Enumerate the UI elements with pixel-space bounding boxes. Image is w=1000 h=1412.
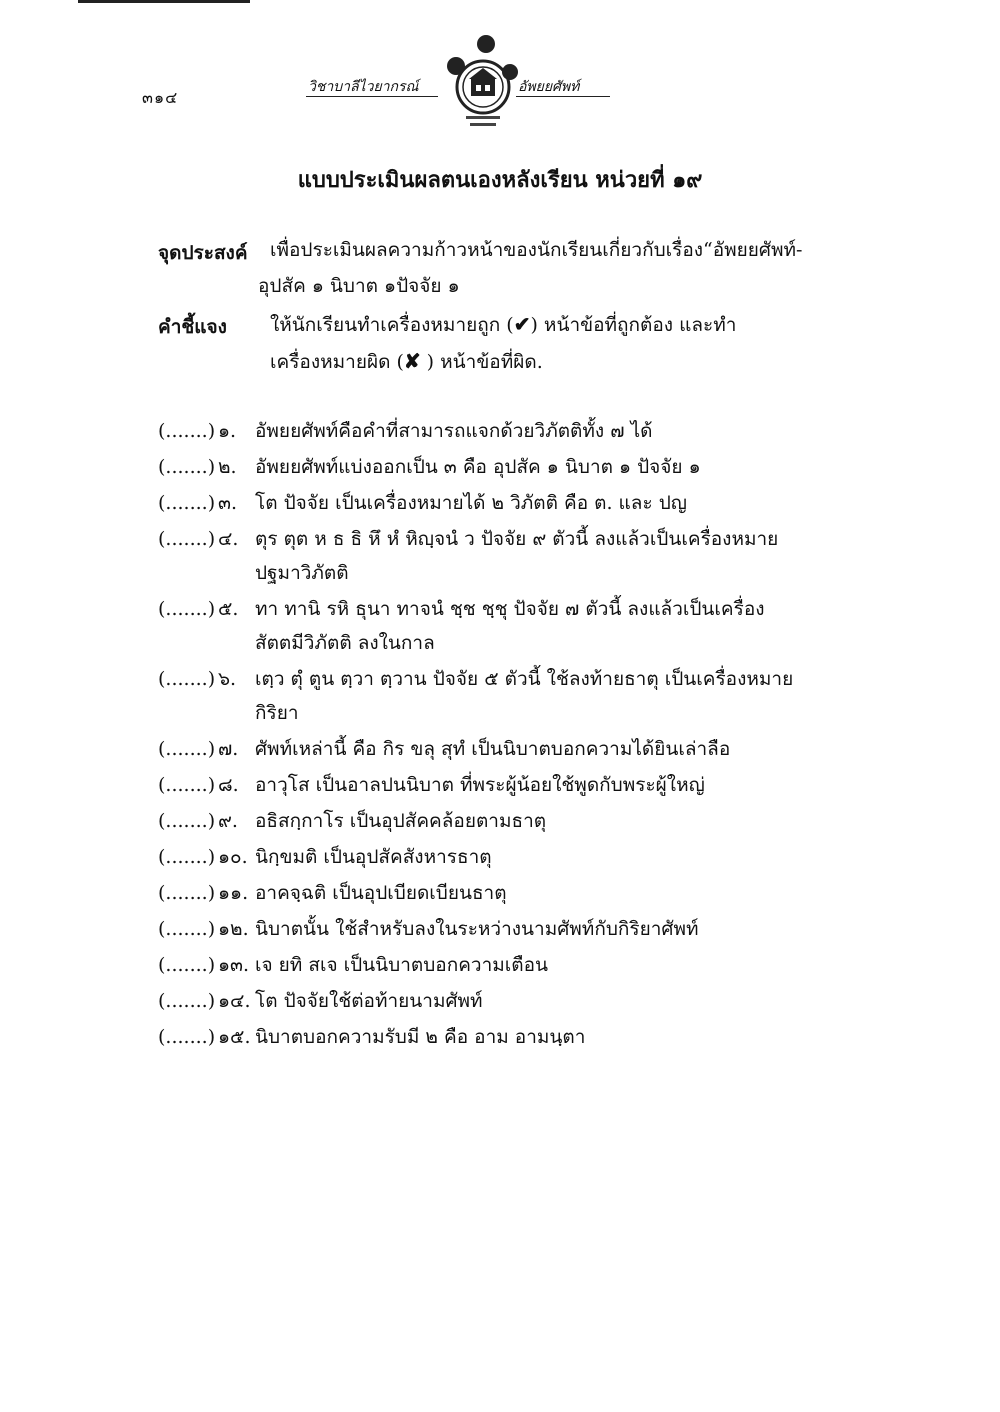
item-text-line: เตฺว ตุํ ตูน ตฺวา ตฺวาน ปัจจัย ๕ ตัวนี้ ใช้ลงท้ายธาตุ เป็นเครื่องหมาย xyxy=(255,668,794,690)
instructions-line-2-a: เครื่องหมายผิด ( xyxy=(270,351,404,373)
list-item xyxy=(158,414,848,448)
instructions-label: คำชี้แจง xyxy=(158,316,227,338)
item-number: ๖. xyxy=(218,668,237,690)
instructions-line-2 xyxy=(270,343,850,380)
item-text xyxy=(255,662,848,730)
header-rule-left xyxy=(306,96,438,97)
answer-blank[interactable]: (.......) xyxy=(158,774,216,796)
list-item xyxy=(158,662,848,730)
instructions-line-1-b: ) หน้าข้อที่ถูกต้อง และทำ xyxy=(530,314,737,336)
item-text xyxy=(255,522,848,590)
item-text-continuation: กิริยา xyxy=(255,702,299,724)
list-item xyxy=(158,522,848,590)
item-number: ๗. xyxy=(218,738,239,760)
list-item xyxy=(158,876,848,910)
answer-blank[interactable]: (.......) xyxy=(158,882,216,904)
item-text xyxy=(255,450,848,484)
item-text xyxy=(255,984,848,1018)
objective-text xyxy=(258,232,850,304)
item-text-line: โต ปัจจัยใช้ต่อท้ายนามศัพท์ xyxy=(255,990,483,1012)
answer-blank[interactable]: (.......) xyxy=(158,598,216,620)
item-text-line: อธิสกฺกาโร เป็นอุปสัคคล้อยตามธาตุ xyxy=(255,810,547,832)
list-item xyxy=(158,1020,848,1054)
header-rule-right xyxy=(516,96,610,97)
item-number: ๕. xyxy=(218,598,239,620)
item-text-line: อาวุโส เป็นอาลปนนิบาต ที่พระผู้น้อยใช้พูดกับพระผู้ใหญ่ xyxy=(255,774,705,796)
question-list xyxy=(158,414,848,1056)
item-text-line: ตุร ตุต ห ธ ธิ หึ หํ หิญฺจนํ ว ปัจจัย ๙ ตัวนี้ ลงแล้วเป็นเครื่องหมาย xyxy=(255,528,779,550)
list-item xyxy=(158,732,848,766)
item-text-line: โต ปัจจัย เป็นเครื่องหมายได้ ๒ วิภัตติ คือ ต. และ ปญ xyxy=(255,492,687,514)
item-text xyxy=(255,1020,848,1054)
item-text xyxy=(255,948,848,982)
item-text-line: นิกฺขมติ เป็นอุปสัคสังหารธาตุ xyxy=(255,846,492,868)
item-text-line: อัพยยศัพท์คือคำที่สามารถแจกด้วยวิภัตติทั้ง ๗ ได้ xyxy=(255,420,653,442)
answer-blank[interactable]: (.......) xyxy=(158,738,216,760)
item-number: ๑๑. xyxy=(218,882,249,904)
list-item xyxy=(158,984,848,1018)
header-subject: วิชาบาลีไวยากรณ์ xyxy=(308,79,419,95)
item-text-line: นิบาตนั้น ใช้สำหรับลงในระหว่างนามศัพท์กับกิริยาศัพท์ xyxy=(255,918,699,940)
item-number: ๑๕. xyxy=(218,1026,251,1048)
cross-mark-icon: ✘ xyxy=(403,349,421,373)
item-number: ๑๐. xyxy=(218,846,248,868)
answer-blank[interactable]: (.......) xyxy=(158,420,216,442)
item-text xyxy=(255,486,848,520)
answer-blank[interactable]: (.......) xyxy=(158,492,216,514)
list-item xyxy=(158,948,848,982)
answer-blank[interactable]: (.......) xyxy=(158,990,216,1012)
item-text xyxy=(255,414,848,448)
item-number: ๑๒. xyxy=(218,918,249,940)
list-item xyxy=(158,486,848,520)
list-item xyxy=(158,840,848,874)
item-text xyxy=(255,912,848,946)
instructions-line-1-a: ให้นักเรียนทำเครื่องหมายถูก ( xyxy=(270,314,514,336)
item-text xyxy=(255,592,848,660)
answer-blank[interactable]: (.......) xyxy=(158,528,216,550)
item-text-continuation: สัตตมีวิภัตติ ลงในกาล xyxy=(255,632,435,654)
item-number: ๔. xyxy=(218,528,239,550)
item-number: ๘. xyxy=(218,774,239,796)
list-item xyxy=(158,804,848,838)
item-number: ๓. xyxy=(218,492,238,514)
list-item xyxy=(158,912,848,946)
answer-blank[interactable]: (.......) xyxy=(158,668,216,690)
objective-line-1: เพื่อประเมินผลความก้าวหน้าของนักเรียนเกี่ยวกับเรื่อง“อัพยยศัพท์- xyxy=(270,239,803,261)
item-text-line: อาคจฺฉติ เป็นอุปเบียดเบียนธาตุ xyxy=(255,882,507,904)
list-item xyxy=(158,592,848,660)
answer-blank[interactable]: (.......) xyxy=(158,1026,216,1048)
page-title: แบบประเมินผลตนเองหลังเรียน หน่วยที่ ๑๙ xyxy=(297,167,703,193)
list-item xyxy=(158,450,848,484)
school-emblem-icon xyxy=(438,32,518,132)
item-number: ๙. xyxy=(218,810,238,832)
item-number: ๑. xyxy=(218,420,237,442)
item-number: ๑๓. xyxy=(218,954,250,976)
answer-blank[interactable]: (.......) xyxy=(158,954,216,976)
header-section: อัพยยศัพท์ xyxy=(518,79,580,95)
instructions-text xyxy=(270,306,850,380)
item-text-line: ทา ทานิ รหิ ธุนา ทาจนํ ชฺช ชฺชุ ปัจจัย ๗ ตัวนี้ ลงแล้วเป็นเครื่อง xyxy=(255,598,765,620)
answer-blank[interactable]: (.......) xyxy=(158,456,216,478)
item-text-continuation: ปฐมาวิภัตติ xyxy=(255,562,349,584)
objective-label: จุดประสงค์ xyxy=(158,242,248,264)
page-number: ๓๑๔ xyxy=(142,88,179,107)
top-edge-rule xyxy=(78,0,250,3)
list-item xyxy=(158,768,848,802)
item-text-line: นิบาตบอกความรับมี ๒ คือ อาม อามนฺตา xyxy=(255,1026,586,1048)
answer-blank[interactable]: (.......) xyxy=(158,918,216,940)
item-text xyxy=(255,876,848,910)
item-number: ๑๔. xyxy=(218,990,251,1012)
item-text xyxy=(255,768,848,802)
objective-line-2: อุปสัค ๑ นิบาต ๑ปัจจัย ๑ xyxy=(258,275,460,297)
item-text xyxy=(255,840,848,874)
instructions-line-1 xyxy=(270,306,850,343)
answer-blank[interactable]: (.......) xyxy=(158,846,216,868)
answer-blank[interactable]: (.......) xyxy=(158,810,216,832)
item-text-line: เจ ยทิ สเจ เป็นนิบาตบอกความเตือน xyxy=(255,954,549,976)
item-number: ๒. xyxy=(218,456,237,478)
item-text-line: อัพยยศัพท์แบ่งออกเป็น ๓ คือ อุปสัค ๑ นิบาต ๑ ปัจจัย ๑ xyxy=(255,456,701,478)
item-text-line: ศัพท์เหล่านี้ คือ กิร ขลุ สุทํ เป็นนิบาตบอกความได้ยินเล่าลือ xyxy=(255,738,731,760)
instructions-line-2-b: ) หน้าข้อที่ผิด. xyxy=(420,351,543,373)
item-text xyxy=(255,732,848,766)
check-mark-icon: ✔ xyxy=(513,312,531,336)
item-text xyxy=(255,804,848,838)
